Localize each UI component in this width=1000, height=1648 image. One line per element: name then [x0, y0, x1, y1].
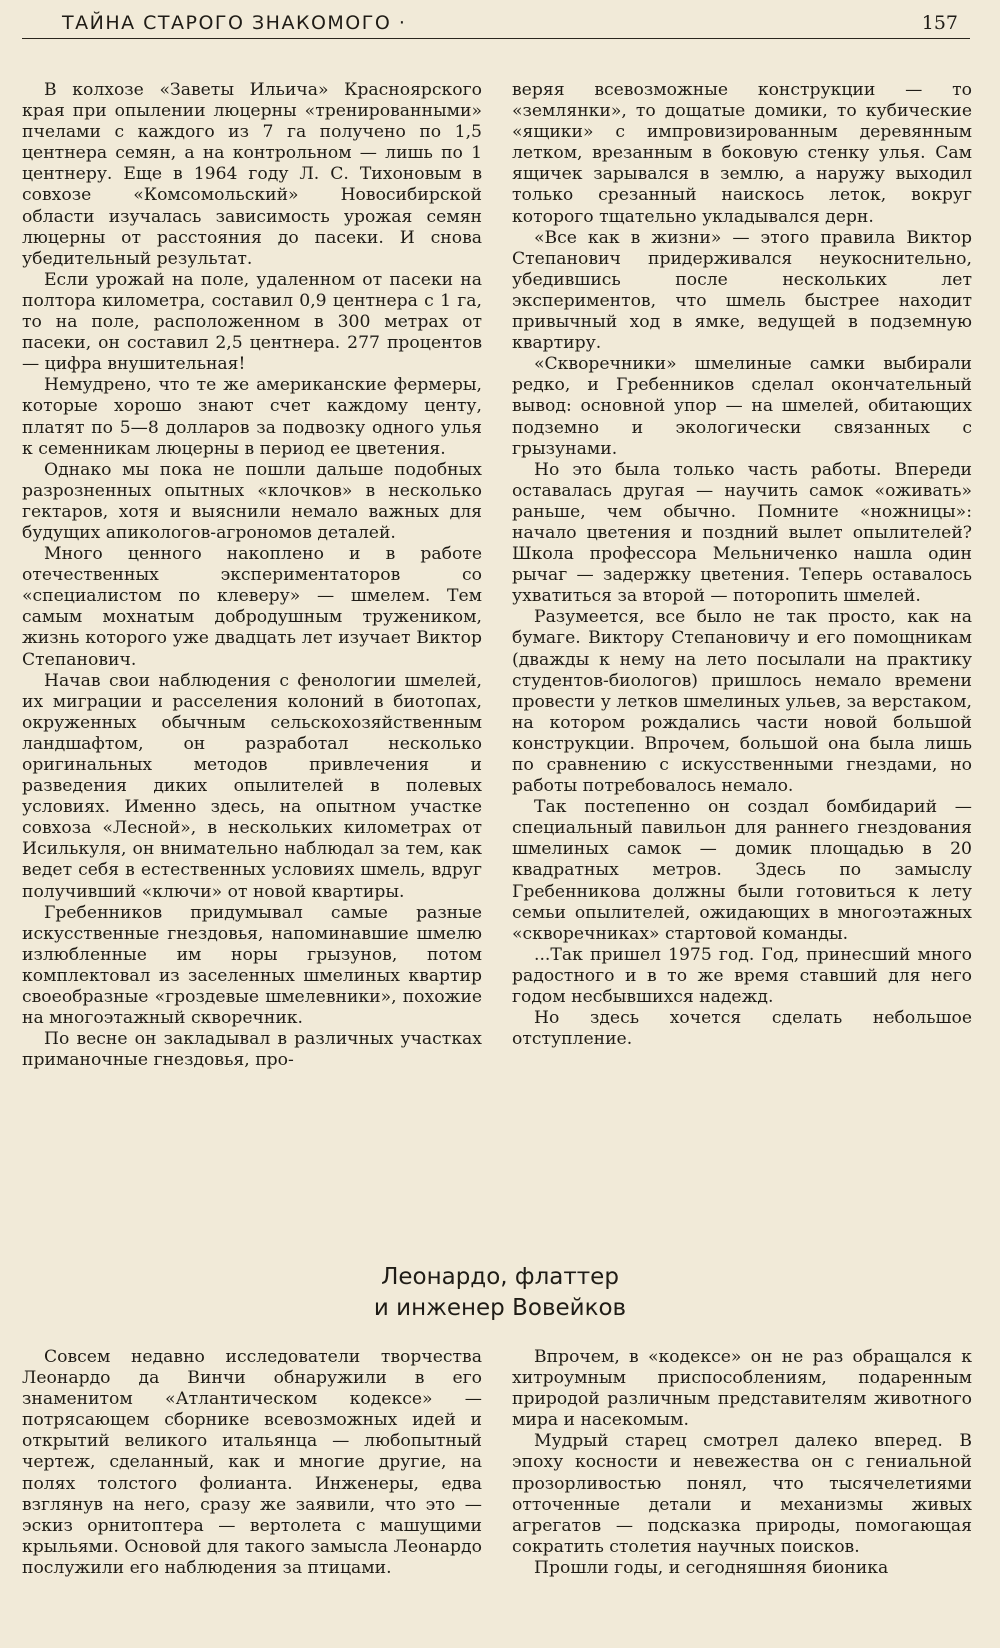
paragraph: Совсем недавно исследователи творчества Леонардо да Винчи обнаружили в его знаменитом «Атлантическом кодексе» — потрясающем сборнике всевозможных идей и открытий великого итальянца — любопытный чертеж, сделанный, как и многие другие, на полях толстого фолианта. Инженеры, едва взглянув на него, сразу же заявили, что это — эскиз орнитоптера — вертолета с машущими крыльями. Основой для такого замысла Леонардо послужили его наблюдения за птицами. [22, 1347, 482, 1578]
section-heading [0, 1262, 1000, 1324]
paragraph: Если урожай на поле, удаленном от пасеки на полтора километра, составил 0,9 центнера с 1 га, то на поле, расположенном в 300 метрах от пасеки, он составил 2,5 центнера. 277 процентов — цифра внушительная! [22, 269, 482, 375]
paragraph: Так постепенно он создал бомбидарий — специальный павильон для раннего гнездования шмелиных самок — домик площадью в 20 квадратных метров. Здесь по замыслу Гребенникова должны были готовиться к лету семьи опылителей, ожидающих в многоэтажных «скворечниках» стартовой команды. [512, 797, 972, 944]
paragraph: Гребенников придумывал самые разные искусственные гнездовья, напоминавшие шмелю излюбленные им норы грызунов, потом комплектовал из заселенных шмелиных квартир своеобразные «гроздевые шмелевники», похожие на многоэтажный скворечник. [22, 902, 482, 1029]
paragraph: «Скворечники» шмелиные самки выбирали редко, и Гребенников сделал окончательный вывод: основной упор — на шмелей, обитающих подземно и экологически связанных с грызунами. [512, 354, 972, 459]
running-title: ТАЙНА СТАРОГО ЗНАКОМОГО · [62, 12, 407, 34]
paragraph: Много ценного накоплено и в работе отечественных экспериментаторов со «специалистом по клеверу» — шмелем. Тем самым мохнатым добродушным тружеником, жизнь которого уже двадцать лет изучает Виктор Степанович. [22, 544, 482, 670]
article2-column-right [512, 1347, 972, 1579]
article2-column-left [22, 1347, 482, 1579]
running-header [22, 8, 970, 39]
paragraph: Но это была только часть работы. Впереди оставалась другая — научить самок «оживать» раньше, чем обычно. Помните «ножницы»: начало цветения и поздний вылет опылителей? Школа профессора Мельниченко нашла один рычаг — задержку цветения. Теперь оставалось ухватиться за второй — поторопить шмелей. [512, 459, 972, 607]
paragraph: Немудрено, что те же американские фермеры, которые хорошо знают счет каждому центу, платят по 5—8 долларов за подвозку одного улья к семенникам люцерны в период ее цветения. [22, 375, 482, 459]
paragraph: Однако мы пока не пошли дальше подобных разрозненных опытных «клочков» в несколько гектаров, хотя и выяснили немало важных для будущих апикологов-агрономов деталей. [22, 459, 482, 543]
paragraph: Впрочем, в «кодексе» он не раз обращался к хитроумным приспособлениям, подаренным природой различным представителям животного мира и насекомым. [512, 1347, 972, 1431]
article1-column-left [22, 80, 482, 1071]
section-heading-line-1: Леонардо, флаттер [381, 1264, 619, 1290]
paragraph-continued: веряя всевозможные конструкции — то «землянки», то дощатые домики, то кубические «ящики» с импровизированным деревянным летком, врезанным в боковую стенку улья. Сам ящичек зарывался в землю, а наружу выходил только срезанный наискось леток, вокруг которого тщательно укладывался дерн. [512, 80, 972, 227]
paragraph: Разумеется, все было не так просто, как на бумаге. Виктору Степановичу и его помощникам (дважды к нему на лето посылали на практику студентов-биологов) пришлось немало времени провести у летков шмелиных ульев, за верстаком, на котором рождались части новой большой конструкции. Впрочем, большой она была лишь по сравнению с искусственными гнездами, но работы потребовалось немало. [512, 607, 972, 797]
paragraph: ...Так пришел 1975 год. Год, принесший много радостного и в то же время ставший для него годом несбывшихся надежд. [512, 944, 972, 1008]
page-number: 157 [921, 12, 958, 34]
paragraph: В колхозе «Заветы Ильича» Красноярского края при опылении люцерны «тренированными» пчелами с каждого из 7 га получено по 1,5 центнера семян, а на контрольном — лишь по 1 центнеру. Еще в 1964 году Л. С. Тихоновым в совхозе «Комсомольский» Новосибирской области изучалась зависимость урожая семян люцерны от расстояния до пасеки. И снова убедительный результат. [22, 80, 482, 269]
article1-column-right [512, 80, 972, 1050]
section-heading-line-2: и инженер Вовейков [373, 1295, 627, 1321]
paragraph: По весне он закладывал в различных участках приманочные гнездовья, про- [22, 1029, 482, 1071]
paragraph: Прошли годы, и сегодняшняя бионика [534, 1557, 889, 1578]
paragraph: Но здесь хочется сделать небольшое отступление. [512, 1008, 972, 1050]
paragraph: Начав свои наблюдения с фенологии шмелей, их миграции и расселения колоний в биотопах, окруженных обычным сельскохозяйственным ландшафтом, он разработал несколько оригинальных методов привлечения и разведения диких опылителей в полевых условиях. Именно здесь, на опытном участке совхоза «Лесной», в нескольких километрах от Исилькуля, он внимательно наблюдал за тем, как ведет себя в естественных условиях шмель, вдруг получивший «ключи» от новой квартиры. [22, 670, 482, 902]
paragraph: «Все как в жизни» — этого правила Виктор Степанович придерживался неукоснительно, убедившись после нескольких лет экспериментов, что шмель быстрее находит привычный ход в ямке, ведущей в подземную квартиру. [512, 227, 972, 354]
paragraph: Мудрый старец смотрел далеко вперед. В эпоху косности и невежества он с гениальной прозорливостью понял, что тысячелетиями отточенные детали и механизмы живых агрегатов — подсказка природы, помогающая сократить столетия научных поисков. [512, 1431, 972, 1557]
